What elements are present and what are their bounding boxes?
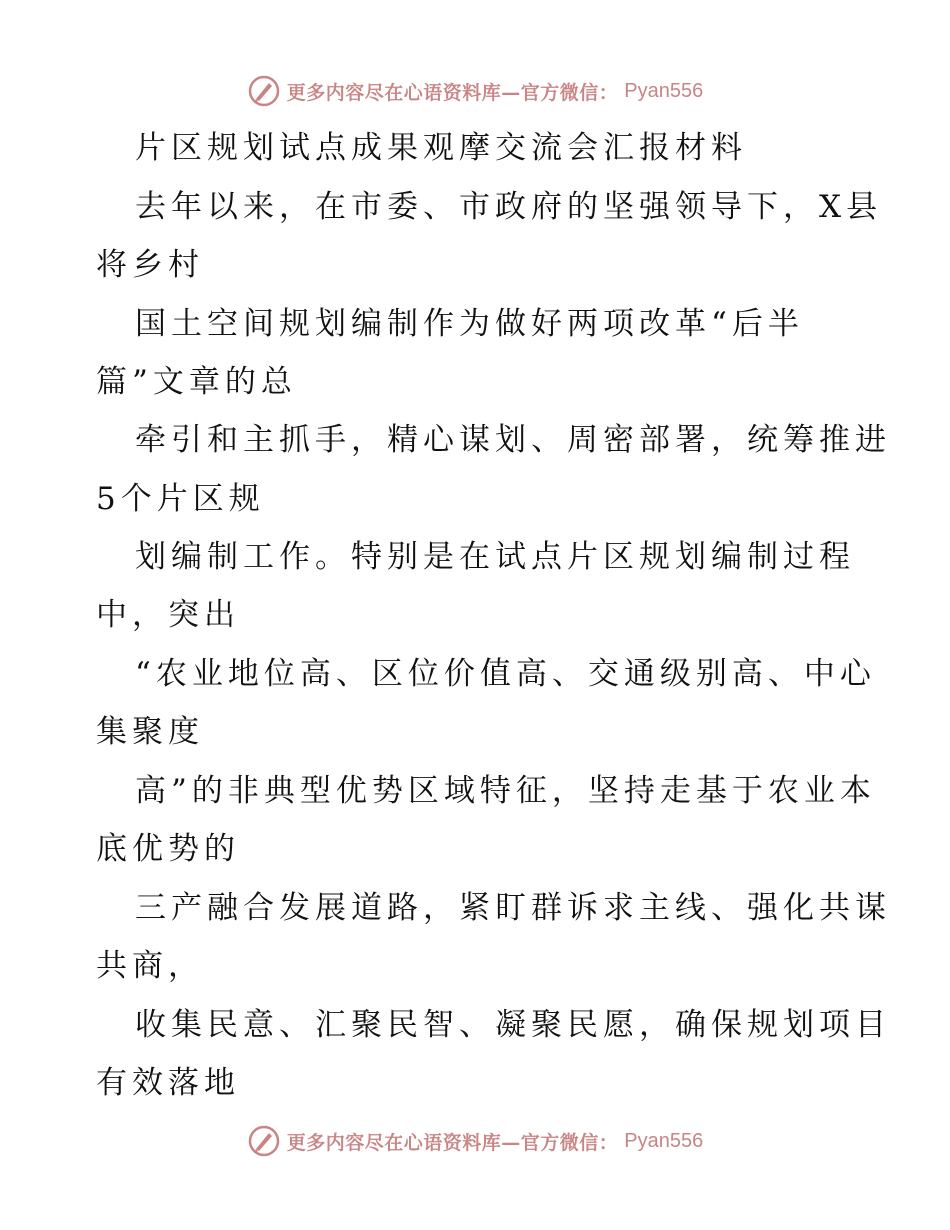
paragraph-line: 三产融合发展道路，紧盯群诉求主线、强化共谋 (135, 890, 891, 926)
paragraph-line: 高”的非典型优势区域特征，坚持走基于农业本 (135, 773, 876, 809)
paragraph-line: 去年以来，在市委、市政府的坚强领导下，X县 (135, 189, 883, 225)
watermark-text: 更多内容尽在心语资料库—官方微信： (286, 81, 619, 104)
quill-logo-icon (247, 74, 281, 108)
paragraph-line: 5个片区规 (96, 481, 265, 517)
document-title: 片区规划试点成果观摩交流会汇报材料 (135, 130, 747, 166)
paragraph-line: 中，突出 (96, 597, 240, 633)
paragraph-line: 收集民意、汇聚民智、凝聚民愿，确保规划项目 (135, 1007, 891, 1043)
paragraph-line: “农业地位高、区位价值高、交通级别高、中心 (135, 656, 876, 692)
paragraph-line: 集聚度 (96, 714, 204, 750)
watermark-text: 更多内容尽在心语资料库—官方微信： (286, 1131, 619, 1154)
paragraph-line: 底优势的 (96, 831, 240, 867)
paragraph-line: 划编制工作。特别是在试点片区规划编制过程 (135, 539, 855, 575)
header-watermark (0, 71, 950, 111)
paragraph-line: 国土空间规划编制作为做好两项改革“后半 (135, 306, 804, 342)
paragraph-line: 有效落地 (96, 1065, 240, 1101)
paragraph-line: 牵引和主抓手，精心谋划、周密部署，统筹推进 (135, 422, 891, 458)
watermark-wechat-id: Pyan556 (624, 79, 704, 102)
footer-watermark (0, 1121, 950, 1161)
paragraph-line: 篇”文章的总 (96, 364, 297, 400)
paragraph-line: 共商， (96, 948, 204, 984)
quill-logo-icon (247, 1124, 281, 1158)
watermark-wechat-id: Pyan556 (624, 1129, 704, 1152)
paragraph-line: 将乡村 (96, 247, 204, 283)
